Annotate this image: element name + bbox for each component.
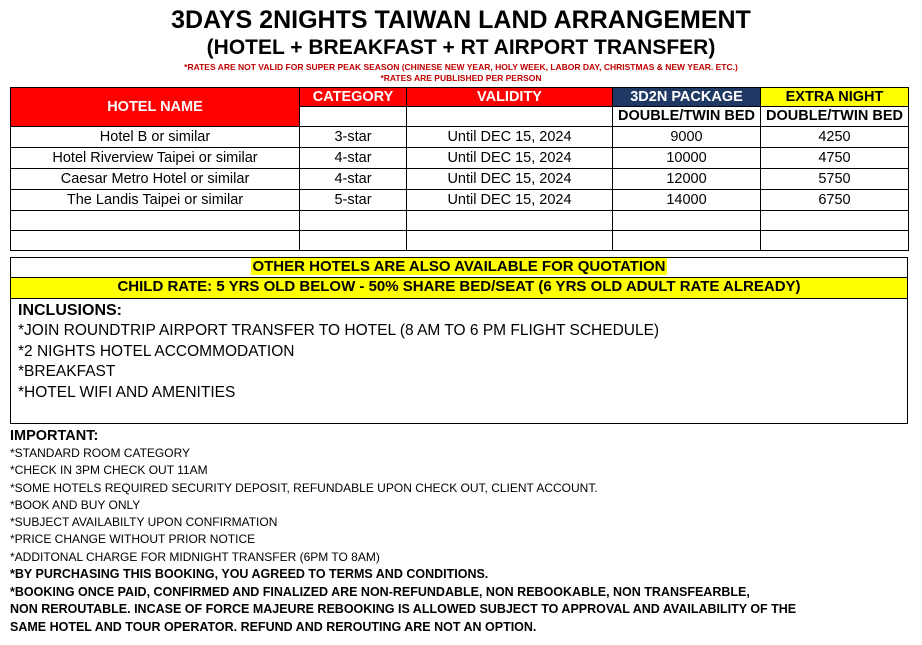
table-row	[11, 148, 909, 169]
inclusion-item: *2 NIGHTS HOTEL ACCOMMODATION	[18, 342, 295, 360]
rates-table	[10, 87, 909, 251]
empty-row	[11, 211, 909, 231]
inclusion-item: *HOTEL WIFI AND AMENITIES	[18, 383, 236, 401]
hotel-name-header: HOTEL NAME	[11, 88, 300, 127]
extra-night-rate-cell: 6750	[761, 190, 909, 211]
other-hotels-banner	[10, 257, 908, 278]
category-subheader-empty	[300, 107, 407, 127]
page-title: 3DAYS 2NIGHTS TAIWAN LAND ARRANGEMENT	[171, 6, 751, 34]
package-header: 3D2N PACKAGE	[613, 88, 761, 107]
validity-subheader-empty	[407, 107, 613, 127]
empty-row	[11, 231, 909, 251]
category-cell: 3-star	[300, 127, 407, 148]
table-row	[11, 169, 909, 190]
validity-header: VALIDITY	[407, 88, 613, 107]
hotel-name-cell: Caesar Metro Hotel or similar	[11, 169, 300, 190]
terms-item: *BY PURCHASING THIS BOOKING, YOU AGREED TO TERMS AND CONDITIONS.	[10, 567, 489, 582]
important-heading: IMPORTANT:	[10, 428, 99, 444]
package-rate-cell: 9000	[613, 127, 761, 148]
package-subheader: DOUBLE/TWIN BED	[613, 107, 761, 127]
important-item: *STANDARD ROOM CATEGORY	[10, 446, 191, 460]
category-cell: 4-star	[300, 169, 407, 190]
hotel-name-cell: The Landis Taipei or similar	[11, 190, 300, 211]
child-rate-banner: CHILD RATE: 5 YRS OLD BELOW - 50% SHARE BED/SEAT (6 YRS OLD ADULT RATE ALREADY)	[10, 278, 908, 299]
inclusions-heading: INCLUSIONS:	[18, 302, 122, 319]
table-row	[11, 127, 909, 148]
inclusion-item: *JOIN ROUNDTRIP AIRPORT TRANSFER TO HOTEL (8 AM TO 6 PM FLIGHT SCHEDULE)	[18, 322, 660, 339]
extra-night-subheader: DOUBLE/TWIN BED	[761, 107, 909, 127]
category-cell: 5-star	[300, 190, 407, 211]
page-subtitle: (HOTEL + BREAKFAST + RT AIRPORT TRANSFER)	[206, 36, 716, 59]
important-section	[10, 427, 915, 636]
validity-cell: Until DEC 15, 2024	[407, 148, 613, 169]
important-item: *SUBJECT AVAILABILTY UPON CONFIRMATION	[10, 515, 278, 530]
terms-item: SAME HOTEL AND TOUR OPERATOR. REFUND AND REROUTING ARE NOT AN OPTION.	[10, 619, 537, 634]
other-hotels-text: OTHER HOTELS ARE ALSO AVAILABLE FOR QUOTATION	[252, 258, 666, 275]
package-rate-cell: 10000	[613, 148, 761, 169]
package-rate-cell: 14000	[613, 190, 761, 211]
per-person-note: *RATES ARE PUBLISHED PER PERSON	[380, 73, 542, 83]
hotel-name-cell: Hotel Riverview Taipei or similar	[11, 148, 300, 169]
package-rate-cell: 12000	[613, 169, 761, 190]
peak-season-note: *RATES ARE NOT VALID FOR SUPER PEAK SEASON (CHINESE NEW YEAR, HOLY WEEK, LABOR DAY, CHRISTMAS & NEW YEAR. ETC.)	[184, 62, 738, 72]
hotel-name-cell: Hotel B or similar	[11, 127, 300, 148]
important-item: *ADDITONAL CHARGE FOR MIDNIGHT TRANSFER (6PM TO 8AM)	[10, 549, 380, 564]
extra-night-rate-cell: 4250	[761, 127, 909, 148]
table-row	[11, 190, 909, 211]
category-header: CATEGORY	[300, 88, 407, 107]
extra-night-rate-cell: 4750	[761, 148, 909, 169]
inclusion-item: *BREAKFAST	[18, 363, 116, 380]
important-item: *BOOK AND BUY ONLY	[10, 497, 141, 512]
validity-cell: Until DEC 15, 2024	[407, 190, 613, 211]
important-item: *CHECK IN 3PM CHECK OUT 11AM	[10, 463, 208, 478]
important-item: *PRICE CHANGE WITHOUT PRIOR NOTICE	[10, 532, 256, 547]
important-item: *SOME HOTELS REQUIRED SECURITY DEPOSIT, REFUNDABLE UPON CHECK OUT, CLIENT ACCOUNT.	[10, 480, 598, 495]
inclusions-box	[10, 298, 908, 424]
category-cell: 4-star	[300, 148, 407, 169]
validity-cell: Until DEC 15, 2024	[407, 169, 613, 190]
extra-night-header: EXTRA NIGHT	[761, 88, 909, 107]
terms-item: NON REROUTABLE. INCASE OF FORCE MAJEURE REBOOKING IS ALLOWED SUBJECT TO APPROVAL AND AVAILABILITY OF THE	[10, 602, 797, 617]
extra-night-rate-cell: 5750	[761, 169, 909, 190]
terms-item: *BOOKING ONCE PAID, CONFIRMED AND FINALIZED ARE NON-REFUNDABLE, NON REBOOKABLE, NON TRANSFEARBLE,	[10, 584, 750, 599]
validity-cell: Until DEC 15, 2024	[407, 127, 613, 148]
